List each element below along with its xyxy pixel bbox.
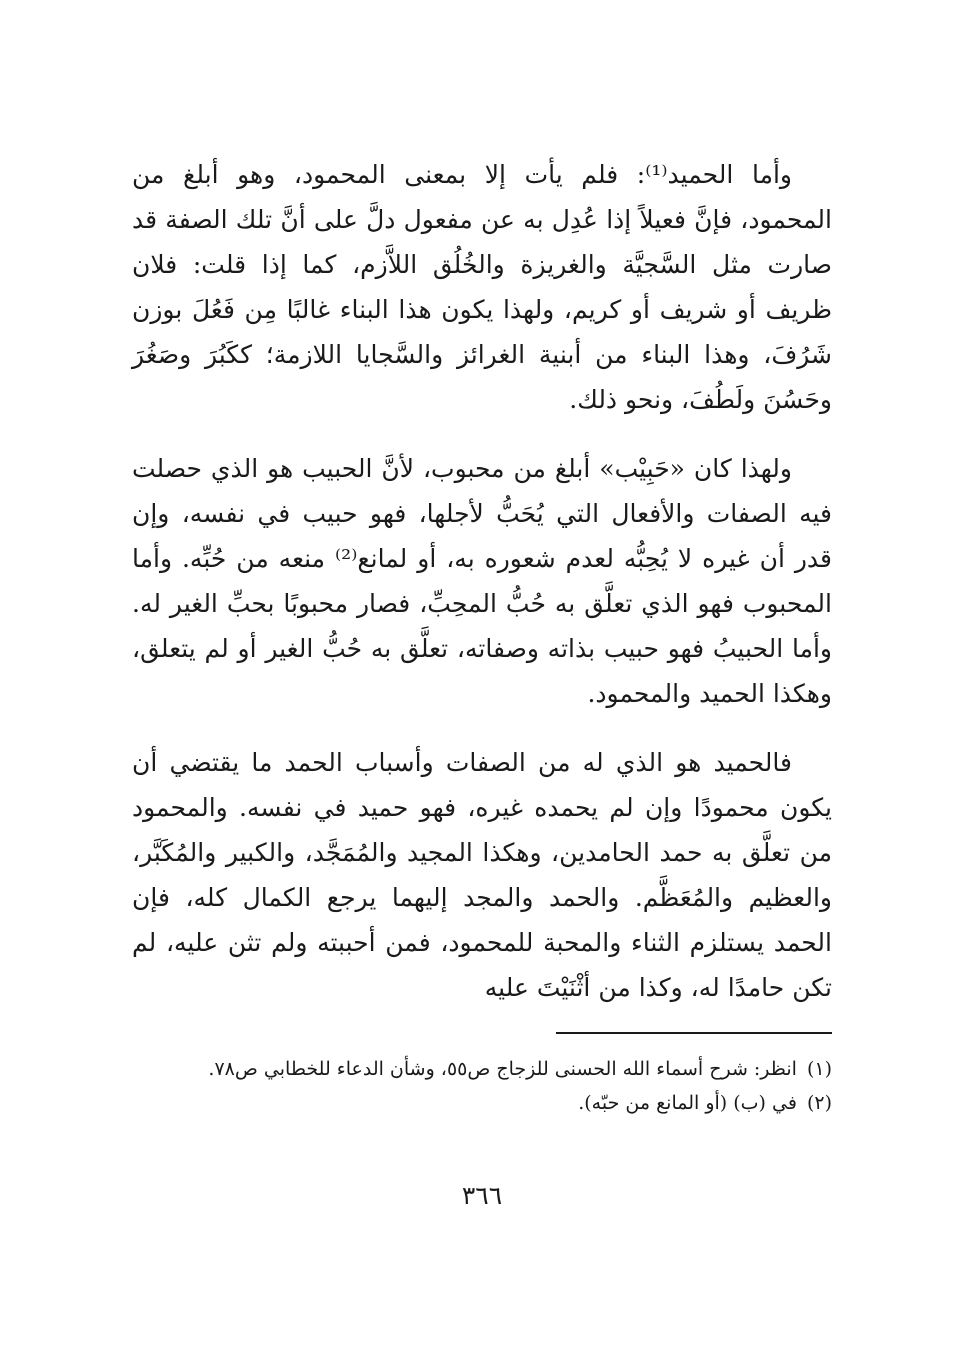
footnote-number: (١) xyxy=(806,1058,832,1080)
paragraph-3: فالحميد هو الذي له من الصفات وأسباب الحمد ما يقتضي أن يكون محمودًا وإن لم يحمده غيره، فهو حميد في نفسه. والمحمود من تعلَّق به حمد الحامدين، وهكذا المجيد والمُمَجَّد، والكبير والمُكَبَّر، والعظيم والمُعَظَّم. والحمد والمجد إليهما يرجع الكمال كله، فإن الحمد يستلزم الثناء والمحبة للمحمود، فمن أحببته ولم تثن عليه، لم تكن حامدًا له، وكذا من أثْنَيْتَ عليه xyxy=(132,748,832,1002)
main-text xyxy=(132,152,832,1034)
footnote-number: (٢) xyxy=(806,1092,832,1114)
footnote-text: في (ب) (أو المانع من حبّه). xyxy=(578,1092,797,1114)
page-number: ٣٦٦ xyxy=(461,1181,503,1210)
paragraph-2: ولهذا كان «حَبِيْب» أبلغ من محبوب، لأنَّ الحبيب هو الذي حصلت فيه الصفات والأفعال التي يُحَبُّ لأجلها، فهو حبيب في نفسه، وإن قدر أن غيره لا يُحِبُّه لعدم شعوره به، أو لمانع⁽²⁾ منعه من حُبِّه. وأما المحبوب فهو الذي تعلَّق به حُبُّ المحِبِّ، فصار محبوبًا بحبِّ الغير له. وأما الحبيبُ فهو حبيب بذاته وصفاته، تعلَّق به حُبُّ الغير أو لم يتعلق، وهكذا الحميد والمحمود. xyxy=(132,454,832,708)
footnotes xyxy=(132,1052,832,1120)
footnote-2 xyxy=(132,1086,832,1120)
footnote-1 xyxy=(132,1052,832,1086)
footnote-text: انظر: شرح أسماء الله الحسنى للزجاج ص٥٥، وشأن الدعاء للخطابي ص٧٨. xyxy=(208,1058,797,1080)
paragraph-1: وأما الحميد⁽¹⁾: فلم يأت إلا بمعنى المحمود، وهو أبلغ من المحمود، فإنَّ فعيلاً إذا عُدِل به عن مفعول دلَّ على أنَّ تلك الصفة قد صارت مثل السَّجيَّة والغريزة والخُلُق اللاَّزم، كما إذا قلت: فلان ظريف أو شريف أو كريم، ولهذا يكون هذا البناء غالبًا مِن فَعُلَ بوزن شَرُفَ، وهذا البناء من أبنية الغرائز والسَّجايا اللازمة؛ ككَبُرَ وصَغُرَ وحَسُنَ ولَطُفَ، ونحو ذلك. xyxy=(132,160,832,414)
footnote-separator xyxy=(556,1032,832,1034)
